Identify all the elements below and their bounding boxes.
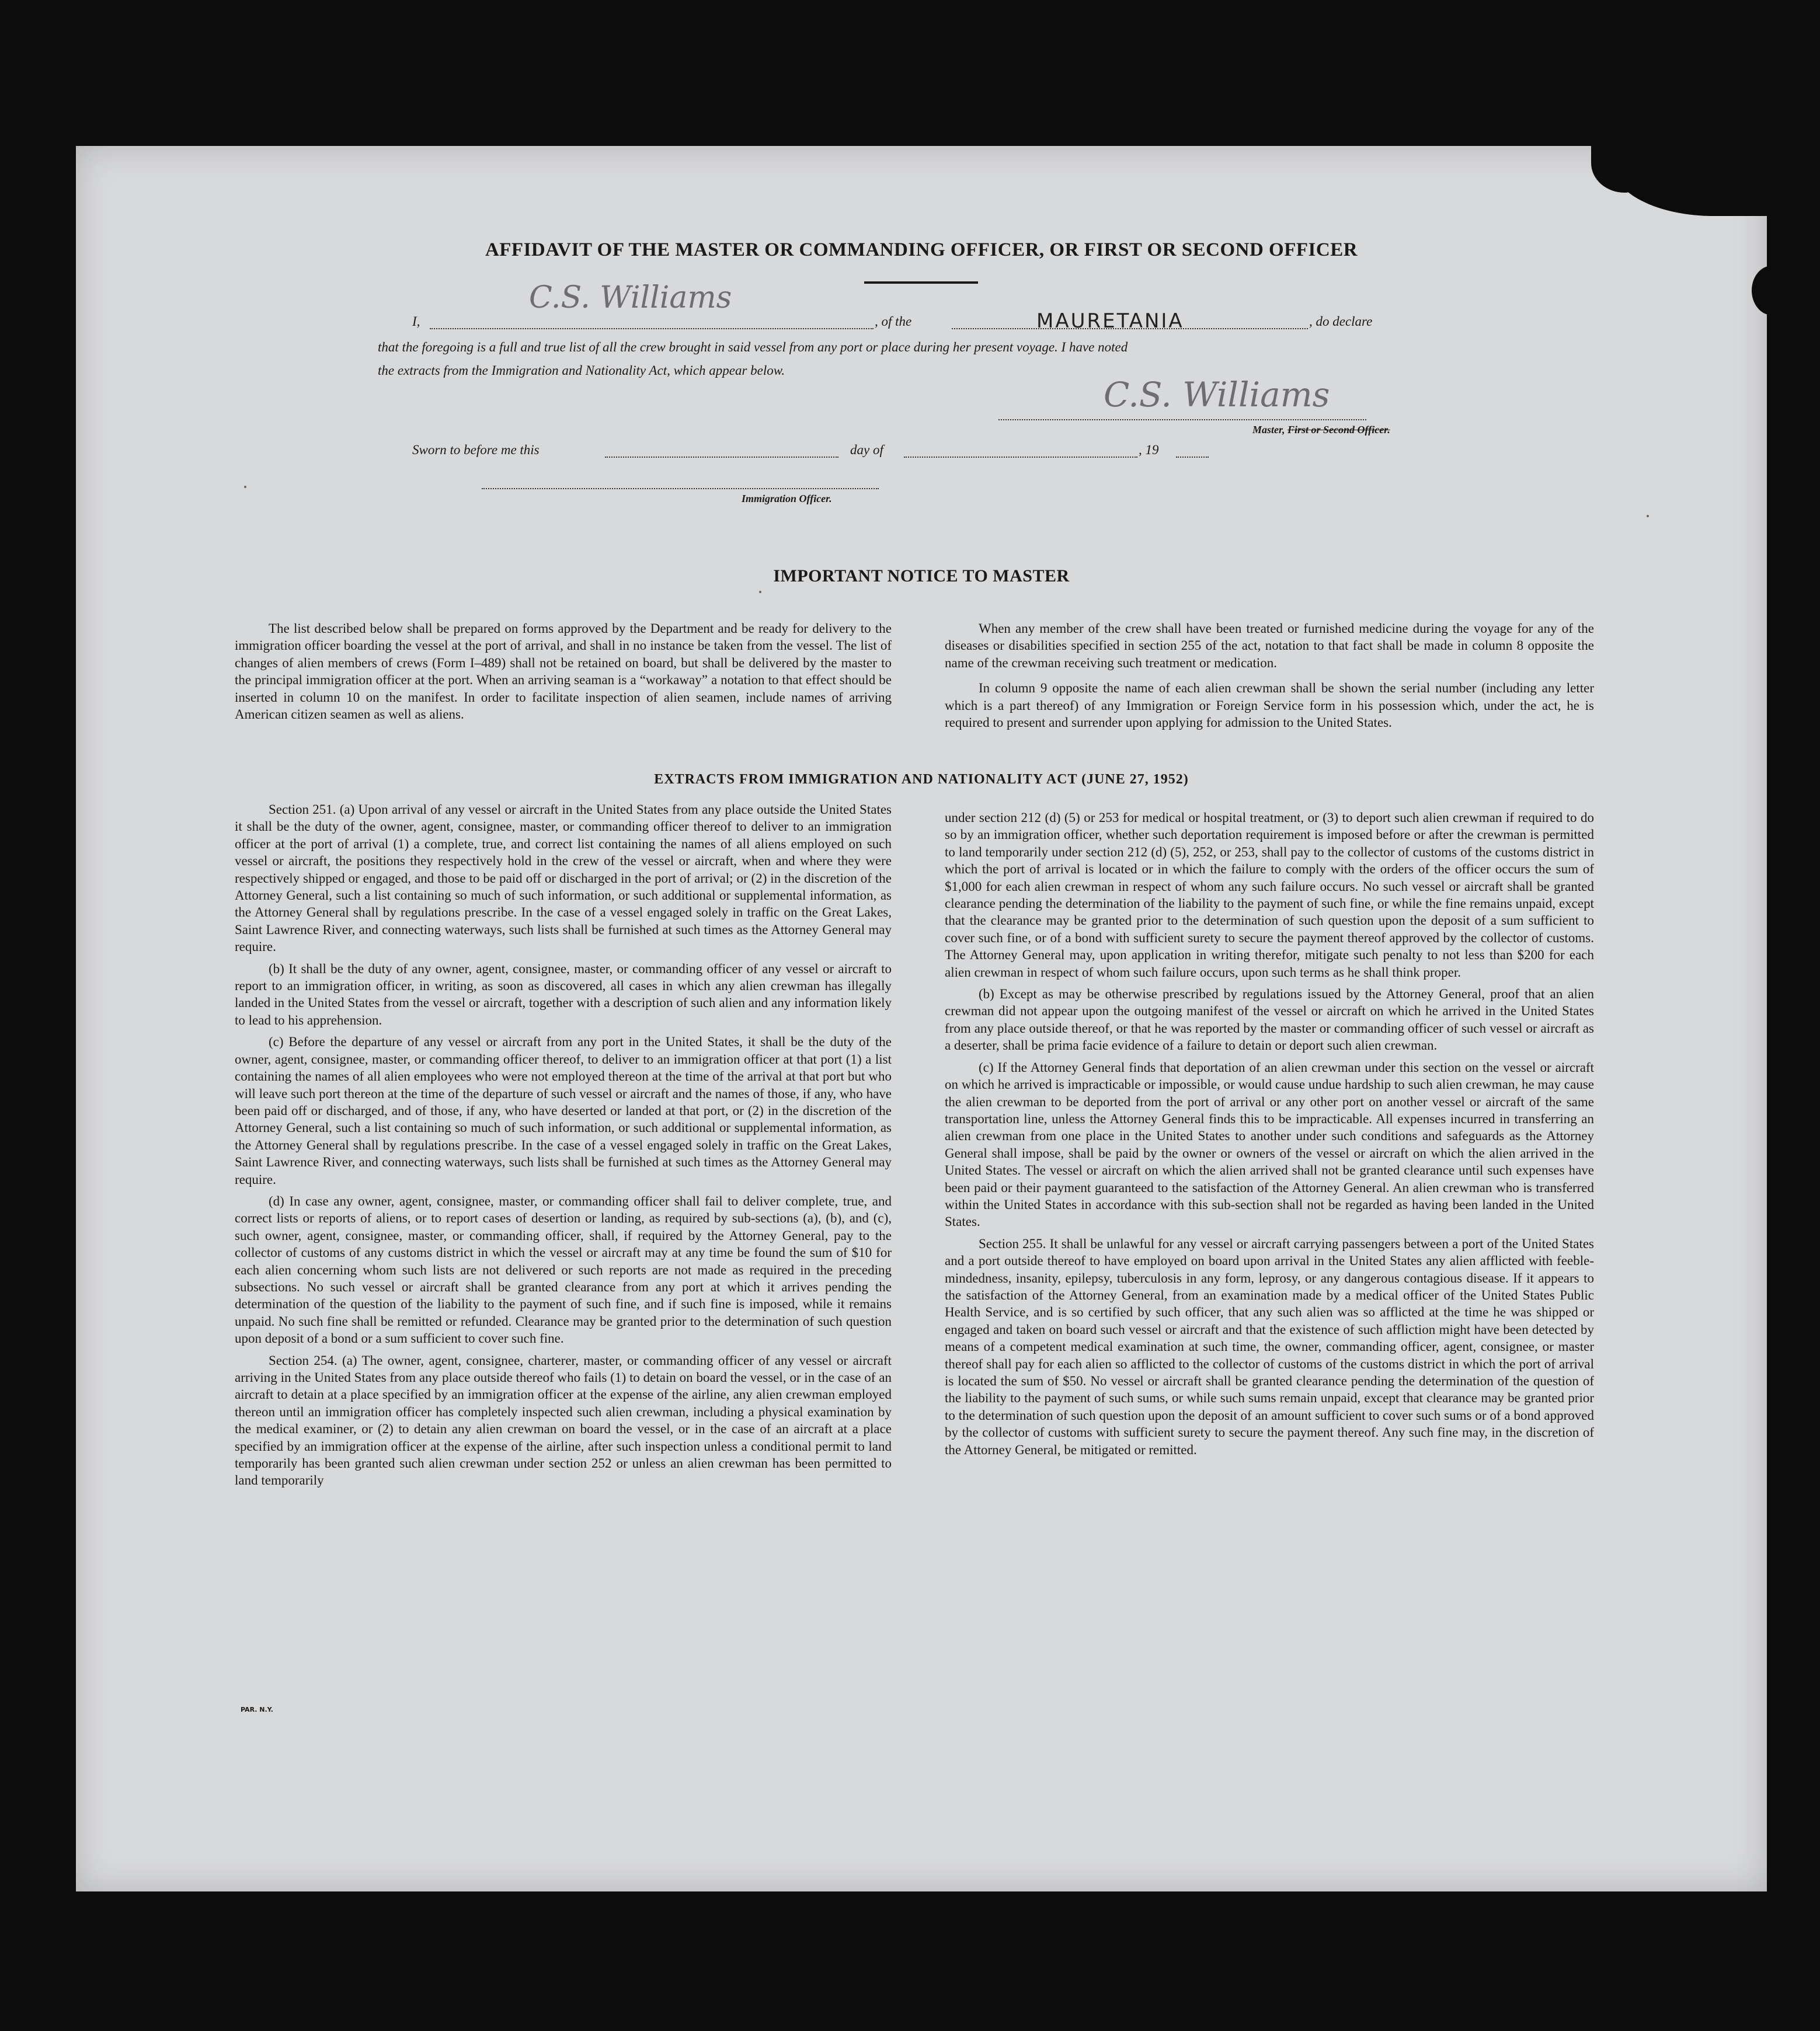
notice-right-column xyxy=(945,620,1594,736)
do-declare-label: , do declare xyxy=(1309,314,1373,329)
name-field-line xyxy=(430,328,874,329)
affidavit-title: AFFIDAVIT OF THE MASTER OR COMMANDING OFFICER, OR FIRST OR SECOND OFFICER xyxy=(485,239,1358,260)
section-254-a-continued: under section 212 (d) (5) or 253 for medical or hospital treatment, or (3) to deport such alien crewman if required to do so by an immigration officer, whether such deportation requirement is imposed before or after the crewman is permitted to land temporarily under section 212 (d) (5), 252, or 253, shall pay to the collector of customs of the customs district in which the port of arrival is located or in which the failure to comply with the orders of the officer occurs the sum of $1,000 for each alien crewman in respect of whom any such failure occurs. No such vessel or aircraft shall be granted clearance pending the determination of the liability to the payment of such fine, or while the fine remains unpaid, except that the clearance may be granted prior to the determination of such question upon the deposit of a sum sufficient to cover such fine, or of a bond with sufficient surety to secure the payment thereof approved by the collector of customs. The Attorney General may, upon application in writing therefor, mitigate such penalty to not less than $200 for each alien crewman in respect of whom such failure occurs, upon such terms as he shall think proper. xyxy=(945,810,1594,980)
master-caption-struck: First or Second Officer. xyxy=(1287,424,1390,436)
vessel-name-stamp: MAURETANIA xyxy=(1036,309,1184,333)
torn-edge xyxy=(1752,266,1793,315)
affidavit-i-label: I, xyxy=(412,314,420,329)
year-label: , 19 xyxy=(1139,443,1159,457)
torn-corner-inner xyxy=(1591,146,1644,193)
captain-signature: C.S. Williams xyxy=(529,280,732,315)
speck xyxy=(1647,515,1649,517)
notice-right-paragraph-1: When any member of the crew shall have been treated or furnished medicine during the voyage for any of the diseases or disabilities specified in section 255 of the act, notation to that fact shall be made in column 8 opposite the name of the crewman receiving such treatment or medication. xyxy=(945,621,1594,670)
section-254-a: Section 254. (a) The owner, agent, consignee, charterer, master, or commanding officer of any vessel or aircraft arriving in the United States from any place outside thereof who fails (1) to detain on board the vessel, or in the case of an aircraft to detain at a place specified by an immigration officer at the expense of the airline, any alien crewman employed thereon until an immigration officer has completely inspected such alien crewman, including a physical examination by the medical examiner, or (2) to detain any alien crewman on board the vessel, or in the case of an aircraft at a place specified by an immigration officer at the expense of the airline, after such inspection unless a conditional permit to land temporarily has been granted such alien crewman under section 252 or unless an alien crewman has been permitted to land temporarily xyxy=(235,1353,892,1488)
section-251-d: (d) In case any owner, agent, consignee, master, or commanding officer shall fail to deliver complete, true, and correct lists or reports of aliens, or to report cases of desertion or landing, as required by sub-sections (a), (b), and (c), such owner, agent, consignee, master, or commanding officer, shall, if required by the Attorney General, pay to the collector of customs of any customs district in which the vessel or aircraft may at any time be found the sum of $10 for each alien concerning whom such lists are not delivered or such reports are not made as required in the preceding subsections. No such vessel or aircraft shall be granted clearance from any port at which it arrives pending the determination of the question of the liability to the payment of such fine, and if such fine is imposed, while it remains unpaid. No such fine shall be remitted or refunded. Clearance may be granted prior to the determination of such question upon deposit of a bond or a sum sufficient to cover such fine. xyxy=(235,1193,892,1346)
notice-left-paragraph: The list described below shall be prepared on forms approved by the Department and be ready for delivery to the immigration officer boarding the vessel at the port of arrival, and shall in no instance be taken from the vessel. The list of changes of alien members of crews (Form I–489) shall not be retained on board, but shall be delivered by the master to the principal immigration officer at the port. When an arriving seaman is a “workaway” a notation to that effect should be inserted in column 10 on the manifest. In order to facilitate inspection of alien seamen, include names of arriving American citizen seamen as well as aliens. xyxy=(235,621,892,722)
sworn-year-line xyxy=(1176,457,1209,458)
master-caption xyxy=(1252,424,1390,436)
notice-title: IMPORTANT NOTICE TO MASTER xyxy=(773,566,1070,586)
section-255: Section 255. It shall be unlawful for any vessel or aircraft carrying passengers between a port of the United States and a port outside thereof to have employed on board upon arrival in the United States any alien afflicted with feeble-mindedness, insanity, epilepsy, tuberculosis in any form, leprosy, or any dangerous contagious disease. If it appears to the satisfaction of the Attorney General, from an examination made by a medical officer of the United States Public Health Service, and is so certified by such officer, that any such alien was so afflicted at the time he was shipped or engaged and taken on board such vessel or aircraft and that the existence of such affliction might have been detected by means of a competent medical examination at such time, the owner, commanding officer, agent, consignee, or master thereof shall pay for each alien so afflicted to the collector of customs of the customs district in which the port of arrival is located the sum of $50. No vessel or aircraft shall be granted clearance pending the determination of the question of the liability to the payment of such sums, or while such sums remain unpaid, except that clearance may be granted prior to the determination of such question upon the deposit of an amount sufficient to cover such sums or of a bond approved by the collector of customs with sufficient surety to secure the payment thereof. Any such fine may, in the discretion of the Attorney General, be mitigated or remitted. xyxy=(945,1236,1594,1457)
sworn-label: Sworn to before me this xyxy=(412,443,540,457)
declaration-line-2: the extracts from the Immigration and Nationality Act, which appear below. xyxy=(378,363,785,378)
extracts-title: EXTRACTS FROM IMMIGRATION AND NATIONALITY ACT (JUNE 27, 1952) xyxy=(654,772,1189,787)
officer-caption: Immigration Officer. xyxy=(742,493,832,504)
notice-left-column xyxy=(235,620,892,727)
section-254-c: (c) If the Attorney General finds that deportation of an alien crewman under this section on the vessel or aircraft on which he arrived is impracticable or impossible, or would cause undue hardship to such alien crewman, he may cause the alien crewman to be deported from the port of arrival or any other port on another vessel or aircraft of the same transportation line, unless the Attorney General finds this to be impracticable. All expenses incurred in transferring an alien crewman from one place in the United States to another under such conditions and safeguards as the Attorney General shall impose, shall be paid by the owner or owners of the vessel or aircraft on which the alien arrived in the United States. The vessel or aircraft on which the alien arrived shall not be granted clearance until such expenses have been paid or their payment guaranteed to the satisfaction of the Attorney General. An alien crewman who is transferred within the United States in accordance with this sub-section shall not be regarded as having been landed in the United States. xyxy=(945,1060,1594,1229)
section-251-c: (c) Before the departure of any vessel or aircraft from any port in the United States, it shall be the duty of the owner, agent, consignee, master, or commanding officer thereof, to deliver to an immigration officer at that port (1) a list containing the names of all alien employees who were not employed thereon at the time of the arrival at that port but who will leave such port thereon at the time of the departure of such vessel or aircraft and the names of those, if any, who have been paid off or discharged, and of those, if any, who have deserted or landed at that port, or (2) in the discretion of the Attorney General, such a list containing so much of such information, or such additional or supplemental information, as the Attorney General shall by regulations prescribe. In the case of a vessel engaged solely in traffic on the Great Lakes, Saint Lawrence River, and connecting waterways, such lists shall be furnished at such times as the Attorney General may require. xyxy=(235,1034,892,1187)
section-254-b: (b) Except as may be otherwise prescribed by regulations issued by the Attorney General, proof that an alien crewman did not appear upon the outgoing manifest of the vessel or aircraft on which he arrived in the United States from any place outside thereof, or that he was reported by the master or commanding officer of such vessel or aircraft as a deserter, shall be prima facie evidence of a failure to detain or deport such alien crewman. xyxy=(945,987,1594,1053)
notice-right-paragraph-2: In column 9 opposite the name of each alien crewman shall be shown the serial number (including any letter which is a part thereof) of any Immigration or Foreign Service form in his possession which, under the act, he is required to present and surrender upon applying for admission to the United States. xyxy=(945,681,1594,730)
master-caption-label: Master, xyxy=(1252,424,1285,436)
document-page xyxy=(76,146,1767,1891)
extracts-right-column xyxy=(945,809,1594,1463)
extracts-left-column xyxy=(235,801,892,1494)
day-of-label: day of xyxy=(850,443,883,457)
printer-mark: PAR. N.Y. xyxy=(241,1706,273,1713)
title-rule xyxy=(864,281,978,284)
section-251-b: (b) It shall be the duty of any owner, agent, consignee, master, or commanding officer of any vessel or aircraft to report to an immigration officer, in writing, as soon as discovered, all cases in which any alien crewman has illegally landed in the United States from the vessel or aircraft, together with a description of such alien and any information likely to lead to his apprehension. xyxy=(235,961,892,1027)
of-the-label: , of the xyxy=(875,314,912,329)
section-251-a: Section 251. (a) Upon arrival of any vessel or aircraft in the United States from any place outside the United States it shall be the duty of the owner, agent, consignee, master, or commanding officer thereof to deliver to an immigration officer at the port of arrival (1) a complete, true, and correct list containing the names of all aliens employed on such vessel or aircraft, the positions they respectively hold in the crew of the vessel or aircraft, when and where they were respectively shipped or engaged, and those to be paid off or discharged in the port of arrival; or (2) in the discretion of the Attorney General, such a list containing so much of such information, or such additional or supplemental information, as the Attorney General shall by regulations prescribe. In the case of a vessel engaged solely in traffic on the Great Lakes, Saint Lawrence River, and connecting waterways, such lists shall be furnished at such times as the Attorney General may require. xyxy=(235,802,892,954)
declaration-line-1: that the foregoing is a full and true list of all the crew brought in said vessel from any port or place during her present voyage. I have noted xyxy=(378,340,1128,354)
sworn-month-line xyxy=(904,457,1137,458)
speck xyxy=(759,591,761,593)
officer-signature-line xyxy=(482,488,879,489)
master-signature-line xyxy=(998,419,1366,420)
master-signature: C.S. Williams xyxy=(1104,375,1330,414)
speck xyxy=(244,486,246,488)
sworn-day-line xyxy=(605,457,838,458)
